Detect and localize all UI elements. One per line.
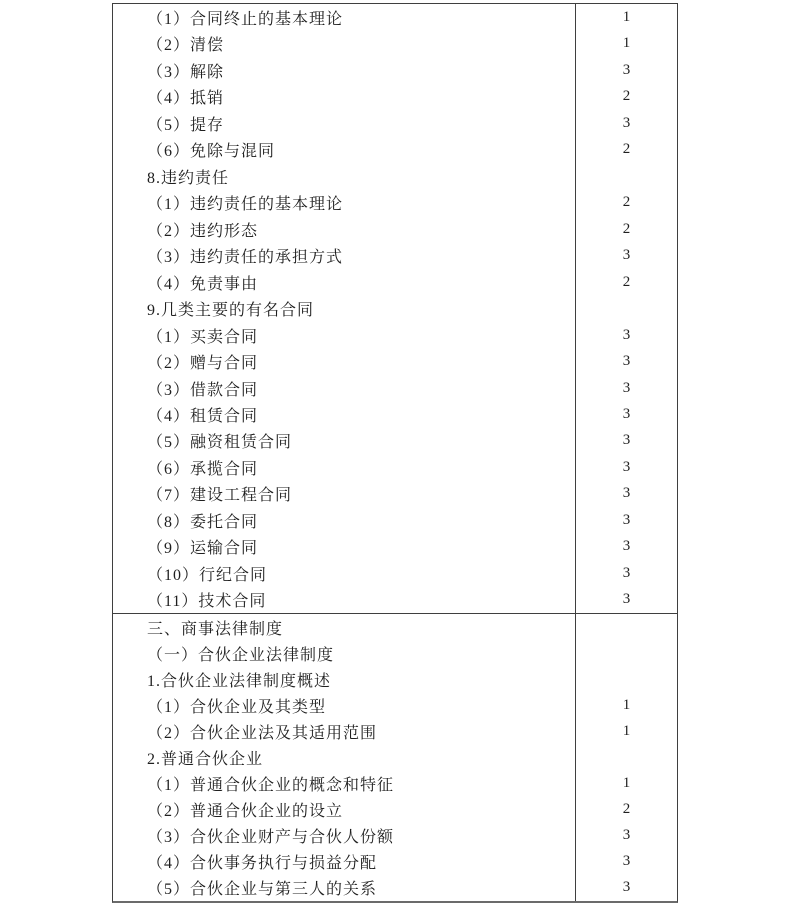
topic-cell: （4）租赁合同 [147,408,259,425]
topic-cell: 8.违约责任 [147,169,230,187]
table-row [113,83,677,109]
table-row [113,401,677,427]
table-section-commercial-law [112,613,678,903]
topic-cell: （1）合同终止的基本理论 [147,10,344,28]
points-cell: 2 [575,797,677,823]
table-row [113,454,677,480]
table-row [113,614,677,640]
table-row [113,560,677,586]
table-row [113,718,677,744]
topic-cell: （2）合伙企业法及其适用范围 [147,724,378,742]
topic-cell: 9.几类主要的有名合同 [147,302,315,320]
topic-cell: （1）违约责任的基本理论 [147,196,344,214]
table-row [113,216,677,242]
points-cell: 2 [575,136,677,162]
points-cell: 3 [575,849,677,875]
topic-cell: （一）合伙企业法律制度 [147,646,335,664]
points-cell [575,744,677,770]
points-cell: 3 [575,242,677,268]
table-row [113,189,677,215]
table-row [113,163,677,189]
syllabus-table [112,3,678,903]
table-row [113,481,677,507]
topic-cell: （5）合伙企业与第三人的关系 [147,881,378,899]
points-cell: 3 [575,322,677,348]
topic-cell: （3）合伙企业财产与合伙人份额 [147,829,395,847]
topic-cell: （3）违约责任的承担方式 [147,249,344,267]
topic-cell: （1）普通合伙企业的概念和特征 [147,777,395,795]
topic-cell: （4）抵销 [147,90,225,108]
table-row [113,849,677,875]
table-row [113,269,677,295]
table-row [113,348,677,374]
points-cell: 3 [575,560,677,586]
topic-cell: （3）借款合同 [147,381,259,399]
table-row [113,823,677,849]
table-row [113,587,677,613]
points-cell: 3 [575,401,677,427]
table-row [113,534,677,560]
points-cell: 3 [575,57,677,83]
points-cell: 1 [575,692,677,718]
topic-cell: （2）清偿 [147,37,225,55]
points-cell [575,163,677,189]
topic-cell: （4）免责事由 [147,275,259,293]
topic-cell: （11）技术合同 [147,593,267,611]
points-cell: 2 [575,269,677,295]
topic-cell: （1）买卖合同 [147,328,259,346]
points-cell: 2 [575,189,677,215]
points-cell: 1 [575,718,677,744]
table-row [113,666,677,692]
topic-cell: （5）提存 [147,116,225,134]
table-row [113,136,677,162]
points-cell: 1 [575,4,677,30]
table-row [113,295,677,321]
points-cell: 3 [575,375,677,401]
topic-cell: 1.合伙企业法律制度概述 [147,672,332,690]
points-cell [575,295,677,321]
topic-cell: （2）违约形态 [147,222,259,240]
table-row [113,797,677,823]
points-cell [575,640,677,666]
topic-cell: （6）承揽合同 [147,460,259,478]
points-cell: 3 [575,428,677,454]
points-cell: 3 [575,481,677,507]
points-cell: 1 [575,30,677,56]
topic-cell: （1）合伙企业及其类型 [147,698,327,716]
topic-cell: （2）普通合伙企业的设立 [147,803,344,821]
points-cell: 2 [575,216,677,242]
points-cell [575,614,677,640]
topic-cell: （4）合伙事务执行与损益分配 [147,855,378,873]
points-cell: 3 [575,587,677,613]
table-row [113,507,677,533]
topic-cell: （9）运输合同 [147,540,259,558]
points-cell [575,666,677,692]
table-row [113,875,677,901]
table-row [113,640,677,666]
table-row [113,110,677,136]
topic-cell: （8）委托合同 [147,513,259,531]
points-cell: 2 [575,83,677,109]
topic-cell: 三、商事法律制度 [147,620,284,638]
points-cell: 3 [575,454,677,480]
points-cell: 3 [575,534,677,560]
table-row [113,771,677,797]
table-row [113,57,677,83]
points-cell: 3 [575,348,677,374]
table-row [113,744,677,770]
table-row [113,428,677,454]
table-row [113,322,677,348]
points-cell: 3 [575,875,677,901]
points-cell: 3 [575,110,677,136]
table-section-contract-law [112,3,678,613]
topic-cell: （7）建设工程合同 [147,487,293,505]
topic-cell: （3）解除 [147,63,225,81]
points-cell: 3 [575,507,677,533]
topic-cell: （2）赠与合同 [147,355,259,373]
table-row [113,30,677,56]
points-cell: 3 [575,823,677,849]
topic-cell: 2.普通合伙企业 [147,751,264,769]
table-row [113,692,677,718]
table-row [113,4,677,30]
topic-cell: （5）融资租赁合同 [147,434,293,452]
points-cell: 1 [575,771,677,797]
table-row [113,375,677,401]
table-row [113,242,677,268]
topic-cell: （10）行纪合同 [147,566,268,584]
topic-cell: （6）免除与混同 [147,143,276,161]
